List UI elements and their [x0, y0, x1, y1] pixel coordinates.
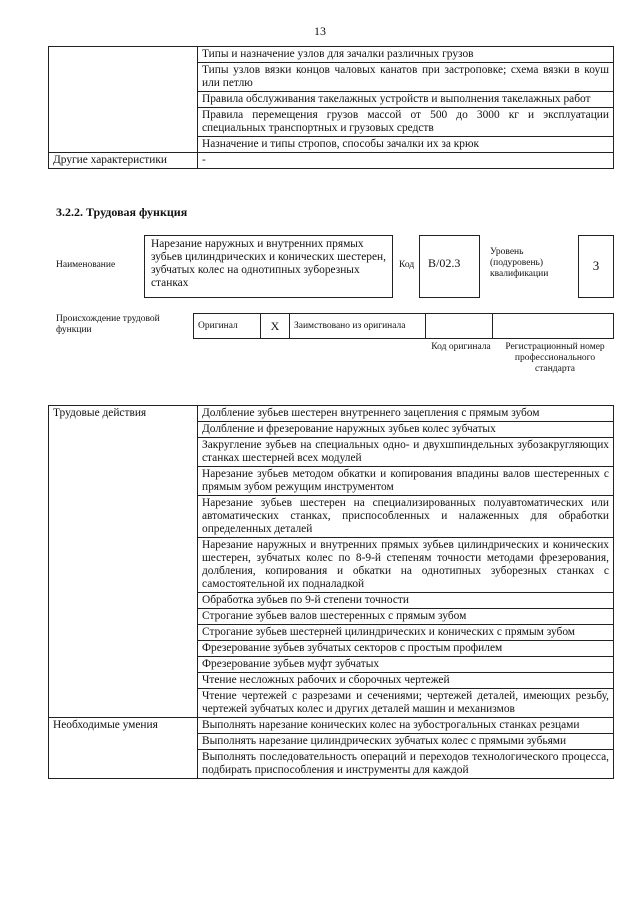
origin-table [193, 313, 614, 339]
labor-actions-label: Трудовые действия [49, 406, 198, 718]
table-cell: Назначение и типы стропов, способы зачалки их за крюк [198, 137, 614, 153]
code-label: Код [399, 260, 415, 270]
empty-label-cell [49, 47, 198, 153]
function-name-box: Нарезание наружных и внутренних прямых зубьев цилиндрических и конических шестерен, зубчатых колес на однотипных зуборезных станках [144, 235, 393, 298]
name-label: Наименование [56, 260, 116, 270]
table-row [49, 406, 614, 422]
original-code-caption: Код оригинала [431, 342, 491, 352]
original-code-cell [426, 314, 493, 339]
skills-label: Необходимые умения [49, 718, 198, 779]
origin-label: Происхождение трудовой функции [56, 314, 160, 335]
labor-function-table [48, 405, 614, 779]
skill-item: Выполнять нарезание конических колес на зубострогальных станках резцами [198, 718, 614, 734]
labor-action-item: Нарезание наружных и внутренних прямых зубьев цилиндрических и конических шестерен, зубчатых колес по 8-9-й степеням точности методами фрезерования, долбления, копирования и обкатки на однотипных зуборезных станках с самостоятельной их подналадкой [198, 538, 614, 593]
qualification-level-label: Уровень (подуровень) квалификации [490, 247, 549, 279]
labor-action-item: Нарезание зубьев шестерен на специализированных полуавтоматических или автоматических станках, приспособленных и налаженных для обработки определенных деталей [198, 496, 614, 538]
borrowed-label: Заимствовано из оригинала [290, 314, 426, 339]
page-number: 13 [314, 24, 326, 38]
table-cell: Правила перемещения грузов массой от 500 до 3000 кг и эксплуатации специальных транспортных и грузовых средств [198, 108, 614, 137]
labor-action-item: Фрезерование зубьев муфт зубчатых [198, 657, 614, 673]
qualification-level-box: 3 [578, 235, 614, 298]
labor-action-item: Чтение несложных рабочих и сборочных чертежей [198, 673, 614, 689]
labor-action-item: Чтение чертежей с разрезами и сечениями; чертежей деталей, имеющих резьбу, чертежей зубчатых колес и других деталей машин и механизмов [198, 689, 614, 718]
function-code-box: B/02.3 [419, 235, 480, 298]
table-cell: Правила обслуживания такелажных устройств и выполнения такелажных работ [198, 92, 614, 108]
registration-number-cell [493, 314, 614, 339]
labor-action-item: Долбление зубьев шестерен внутреннего зацепления с прямым зубом [198, 406, 614, 422]
table-cell: Типы узлов вязки концов чаловых канатов при застроповке; схема вязки в коуш или петлю [198, 63, 614, 92]
table-row [49, 153, 614, 169]
table-row [49, 47, 614, 63]
original-mark: X [261, 314, 290, 339]
labor-action-item: Строгание зубьев валов шестеренных с прямым зубом [198, 609, 614, 625]
other-characteristics-value: - [198, 153, 614, 169]
skill-item: Выполнять нарезание цилиндрических зубчатых колес с прямыми зубьями [198, 734, 614, 750]
labor-action-item: Долбление и фрезерование наружных зубьев колес зубчатых [198, 422, 614, 438]
labor-action-item: Строгание зубьев шестерней цилиндрических и конических с прямым зубом [198, 625, 614, 641]
section-title: 3.2.2. Трудовая функция [56, 205, 188, 219]
registration-number-caption: Регистрационный номер профессионального стандарта [505, 342, 605, 374]
table-row [49, 718, 614, 734]
labor-action-item: Фрезерование зубьев зубчатых секторов с простым профилем [198, 641, 614, 657]
table-cell: Типы и назначение узлов для зачалки различных грузов [198, 47, 614, 63]
original-label: Оригинал [194, 314, 261, 339]
labor-action-item: Закругление зубьев на специальных одно- и двухшпиндельных зубозакругляющих станках шестерней всех модулей [198, 438, 614, 467]
other-characteristics-label: Другие характеристики [49, 153, 198, 169]
skill-item: Выполнять последовательность операций и переходов технологического процесса, подбирать приспособления и инструменты для каждой [198, 750, 614, 779]
labor-action-item: Нарезание зубьев методом обкатки и копирования впадины валов шестеренных с прямым зубом режущим инструментом [198, 467, 614, 496]
table-row [194, 314, 614, 339]
knowledge-table-continued [48, 46, 614, 169]
labor-action-item: Обработка зубьев по 9-й степени точности [198, 593, 614, 609]
